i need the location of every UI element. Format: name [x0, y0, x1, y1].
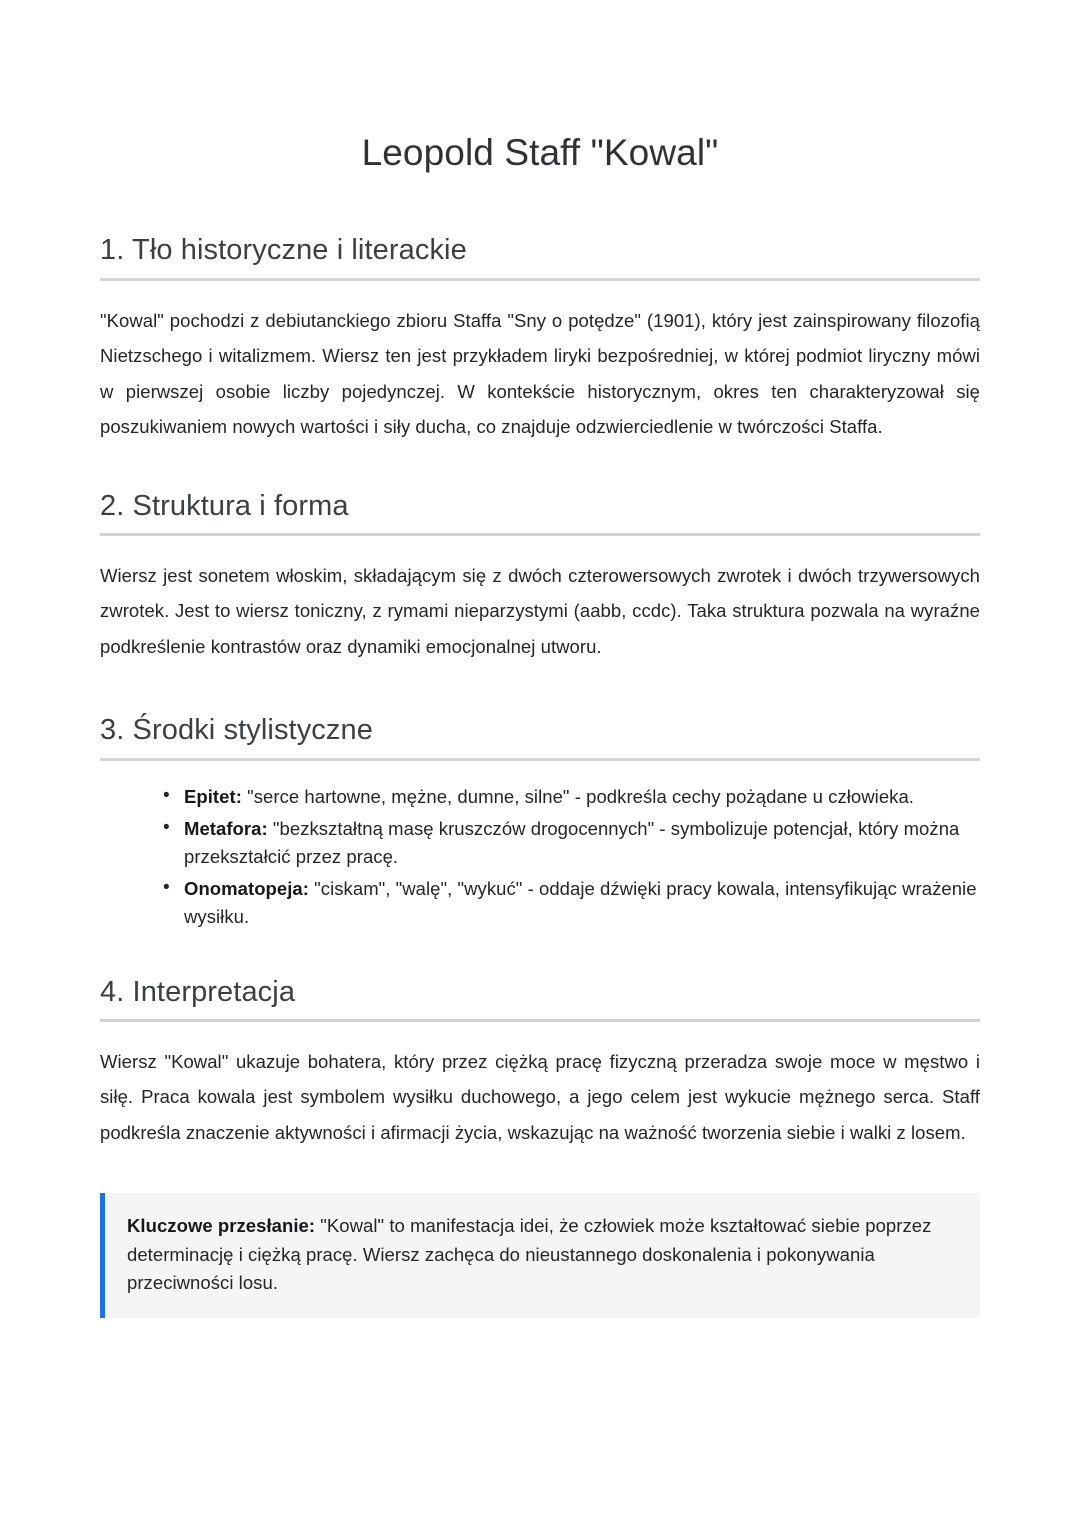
callout-text	[127, 1212, 956, 1298]
section-paragraph: Wiersz "Kowal" ukazuje bohatera, który przez ciężką pracę fizyczną przeradza swoje moce w męstwo i siłę. Praca kowala jest symbolem wysiłku duchowego, a jego celem jest wykucie mężnego serca. Staff podkreśla znaczenie aktywności i afirmacji życia, wskazując na ważność tworzenia siebie i walki z losem.	[100, 1050, 980, 1143]
section-divider	[100, 758, 980, 761]
section-heading: 1. Tło historyczne i literackie	[100, 234, 467, 267]
callout-body: "Kowal" to manifestacja idei, że człowiek może kształtować siebie poprzez determinację i ciężką pracę. Wiersz zachęca do nieustannego doskonalenia i pokonywania przeciwności losu.	[127, 1215, 932, 1294]
device-term: Epitet:	[184, 785, 242, 807]
section-interpretation	[100, 974, 980, 1151]
section-divider	[100, 1019, 980, 1022]
callout-term: Kluczowe przesłanie:	[127, 1215, 316, 1237]
section-divider	[100, 278, 980, 281]
device-description: "serce hartowne, mężne, dumne, silne" - podkreśla cechy pożądane u człowieka.	[241, 785, 914, 807]
section-paragraph: Wiersz jest sonetem włoskim, składającym się z dwóch czterowersowych zwrotek i dwóch trzywersowych zwrotek. Jest to wiersz toniczny, z rymami nieparzystymi (aabb, ccdc). Taka struktura pozwala na wyraźne podkreślenie kontrastów oraz dynamiki emocjonalnej utworu.	[100, 564, 980, 657]
section-heading: 2. Struktura i forma	[100, 489, 349, 522]
key-message-callout	[100, 1193, 980, 1318]
list-item	[163, 783, 980, 811]
device-description: "ciskam", "walę", "wykuć" - oddaje dźwięki pracy kowala, intensyfikując wrażenie wysiłku.	[184, 877, 977, 927]
section-divider	[100, 533, 980, 536]
device-term: Metafora:	[184, 817, 268, 839]
section-heading: 3. Środki stylistyczne	[100, 714, 373, 747]
list-item	[163, 815, 980, 871]
section-stylistic-devices	[100, 712, 980, 930]
list-item	[163, 875, 980, 931]
section-historical-background	[100, 232, 980, 444]
section-structure-and-form	[100, 488, 980, 665]
section-paragraph: "Kowal" pochodzi z debiutanckiego zbioru Staffa "Sny o potędze" (1901), który jest zainspirowany filozofią Nietzschego i witalizmem. Wiersz ten jest przykładem liryki bezpośredniej, w której podmiot liryczny mówi w pierwszej osobie liczby pojedynczej. W kontekście historycznym, okres ten charakteryzował się poszukiwaniem nowych wartości i siły ducha, co znajduje odzwierciedlenie w twórczości Staffa.	[100, 309, 980, 438]
section-heading: 4. Interpretacja	[100, 975, 296, 1008]
stylistic-devices-list	[100, 783, 980, 931]
page-title: Leopold Staff "Kowal"	[361, 132, 719, 173]
device-description: "bezkształtną masę kruszczów drogocennych" - symbolizuje potencjał, który można przekształcić przez pracę.	[184, 817, 960, 867]
device-term: Onomatopeja:	[184, 877, 309, 899]
